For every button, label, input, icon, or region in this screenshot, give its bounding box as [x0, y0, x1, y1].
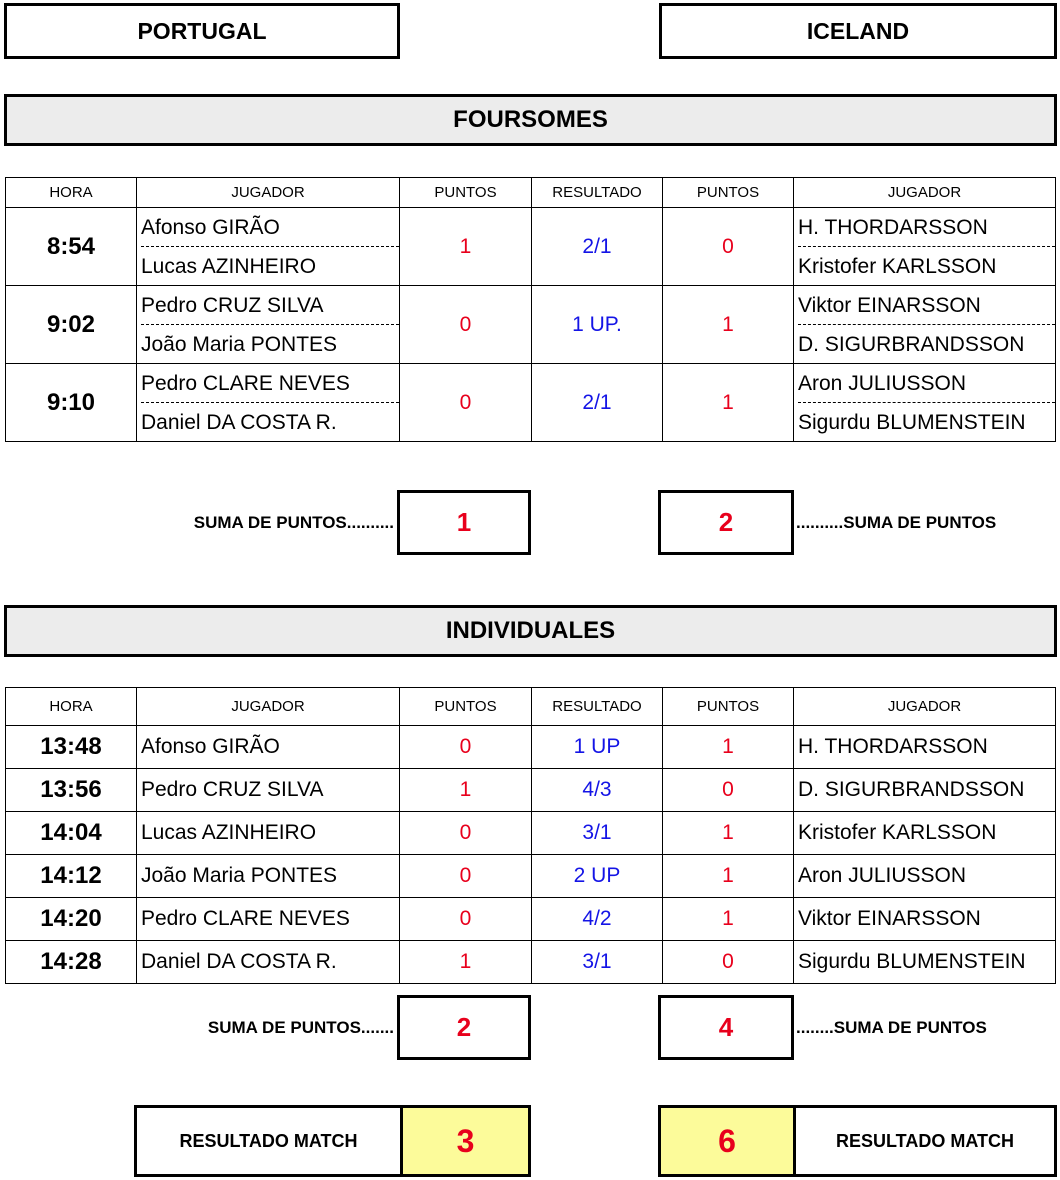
table-row: [6, 941, 1056, 984]
right-player: D. SIGURBRANDSSON: [794, 769, 1056, 812]
right-player: Kristofer KARLSSON: [794, 812, 1056, 855]
right-points: 1: [663, 364, 794, 442]
match-result: 3/1: [532, 941, 663, 984]
match-result-label: RESULTADO MATCH: [796, 1108, 1054, 1174]
table-row: [6, 855, 1056, 898]
player-name: Afonso GIRÃO: [141, 208, 399, 247]
right-player: Sigurdu BLUMENSTEIN: [794, 941, 1056, 984]
right-players: [794, 286, 1056, 364]
team-right: ICELAND: [659, 3, 1057, 59]
table-header-row: [6, 688, 1056, 726]
section-title-foursomes: FOURSOMES: [4, 94, 1057, 146]
match-time: 9:10: [6, 364, 137, 442]
player-name: Pedro CLARE NEVES: [141, 364, 399, 403]
match-time: 14:20: [6, 898, 137, 941]
match-result: 4/3: [532, 769, 663, 812]
player-name: Kristofer KARLSSON: [798, 255, 997, 278]
sum-label-right: ........SUMA DE PUNTOS: [796, 1018, 987, 1037]
left-player: Pedro CLARE NEVES: [137, 898, 400, 941]
player-name: Pedro CRUZ SILVA: [141, 286, 399, 325]
table-row: [6, 286, 1056, 364]
left-player: Daniel DA COSTA R.: [137, 941, 400, 984]
match-result: 2/1: [532, 208, 663, 286]
player-name: Sigurdu BLUMENSTEIN: [798, 411, 1026, 434]
right-points: 0: [663, 208, 794, 286]
player-name: Daniel DA COSTA R.: [141, 411, 337, 434]
left-points: 1: [400, 208, 532, 286]
left-points: 1: [400, 941, 532, 984]
table-row: [6, 726, 1056, 769]
table-row: [6, 364, 1056, 442]
header-jugador-left: JUGADOR: [137, 178, 400, 208]
left-player: Lucas AZINHEIRO: [137, 812, 400, 855]
player-name: Lucas AZINHEIRO: [141, 255, 317, 278]
right-players: [794, 208, 1056, 286]
table-row: [6, 769, 1056, 812]
left-player: Pedro CRUZ SILVA: [137, 769, 400, 812]
sum-points-right: 2: [658, 490, 794, 555]
right-points: 0: [663, 769, 794, 812]
right-points: 1: [663, 812, 794, 855]
right-points: 0: [663, 941, 794, 984]
left-players: [137, 364, 400, 442]
player-name: H. THORDARSSON: [798, 208, 1055, 247]
match-result: 3/1: [532, 812, 663, 855]
match-time: 13:56: [6, 769, 137, 812]
left-points: 0: [400, 812, 532, 855]
player-name: D. SIGURBRANDSSON: [798, 333, 1025, 356]
header-resultado: RESULTADO: [532, 688, 663, 726]
match-result: 1 UP: [532, 726, 663, 769]
table-row: [6, 898, 1056, 941]
sum-label-left: SUMA DE PUNTOS.......: [207, 1018, 394, 1037]
left-players: [137, 286, 400, 364]
left-points: 0: [400, 898, 532, 941]
left-points: 0: [400, 286, 532, 364]
team-left: PORTUGAL: [4, 3, 400, 59]
right-points: 1: [663, 898, 794, 941]
player-name: Viktor EINARSSON: [798, 286, 1055, 325]
section-title-individuales: INDIVIDUALES: [4, 605, 1057, 657]
right-player: Aron JULIUSSON: [794, 855, 1056, 898]
right-player: Viktor EINARSSON: [794, 898, 1056, 941]
sum-points-left: 2: [397, 995, 531, 1060]
sum-label-right: ..........SUMA DE PUNTOS: [796, 513, 997, 532]
match-time: 8:54: [6, 208, 137, 286]
header-puntos-left: PUNTOS: [400, 178, 532, 208]
match-result: 2 UP: [532, 855, 663, 898]
header-jugador-right: JUGADOR: [794, 178, 1056, 208]
left-points: 0: [400, 726, 532, 769]
header-jugador-left: JUGADOR: [137, 688, 400, 726]
match-time: 14:12: [6, 855, 137, 898]
match-result: 1 UP.: [532, 286, 663, 364]
match-result-right: [658, 1105, 1057, 1177]
header-puntos-right: PUNTOS: [663, 178, 794, 208]
sum-points-right: 4: [658, 995, 794, 1060]
left-player: João Maria PONTES: [137, 855, 400, 898]
match-time: 9:02: [6, 286, 137, 364]
right-points: 1: [663, 855, 794, 898]
match-result-label: RESULTADO MATCH: [137, 1108, 403, 1174]
match-time: 14:28: [6, 941, 137, 984]
header-hora: HORA: [6, 688, 137, 726]
header-puntos-left: PUNTOS: [400, 688, 532, 726]
right-points: 1: [663, 286, 794, 364]
table-row: [6, 208, 1056, 286]
left-players: [137, 208, 400, 286]
sum-points-left: 1: [397, 490, 531, 555]
header-hora: HORA: [6, 178, 137, 208]
header-jugador-right: JUGADOR: [794, 688, 1056, 726]
right-players: [794, 364, 1056, 442]
match-result-value: 6: [661, 1108, 796, 1174]
left-points: 1: [400, 769, 532, 812]
match-result-left: [134, 1105, 531, 1177]
left-points: 0: [400, 855, 532, 898]
table-row: [6, 812, 1056, 855]
header-puntos-right: PUNTOS: [663, 688, 794, 726]
match-time: 13:48: [6, 726, 137, 769]
left-player: Afonso GIRÃO: [137, 726, 400, 769]
left-points: 0: [400, 364, 532, 442]
match-result: 4/2: [532, 898, 663, 941]
foursomes-table: [5, 177, 1056, 442]
match-result-value: 3: [403, 1108, 528, 1174]
right-player: H. THORDARSSON: [794, 726, 1056, 769]
player-name: João Maria PONTES: [141, 333, 338, 356]
individuales-table: [5, 687, 1056, 984]
header-resultado: RESULTADO: [532, 178, 663, 208]
right-points: 1: [663, 726, 794, 769]
sum-label-left: SUMA DE PUNTOS..........: [193, 513, 394, 532]
player-name: Aron JULIUSSON: [798, 364, 1055, 403]
match-result: 2/1: [532, 364, 663, 442]
table-header-row: [6, 178, 1056, 208]
match-time: 14:04: [6, 812, 137, 855]
